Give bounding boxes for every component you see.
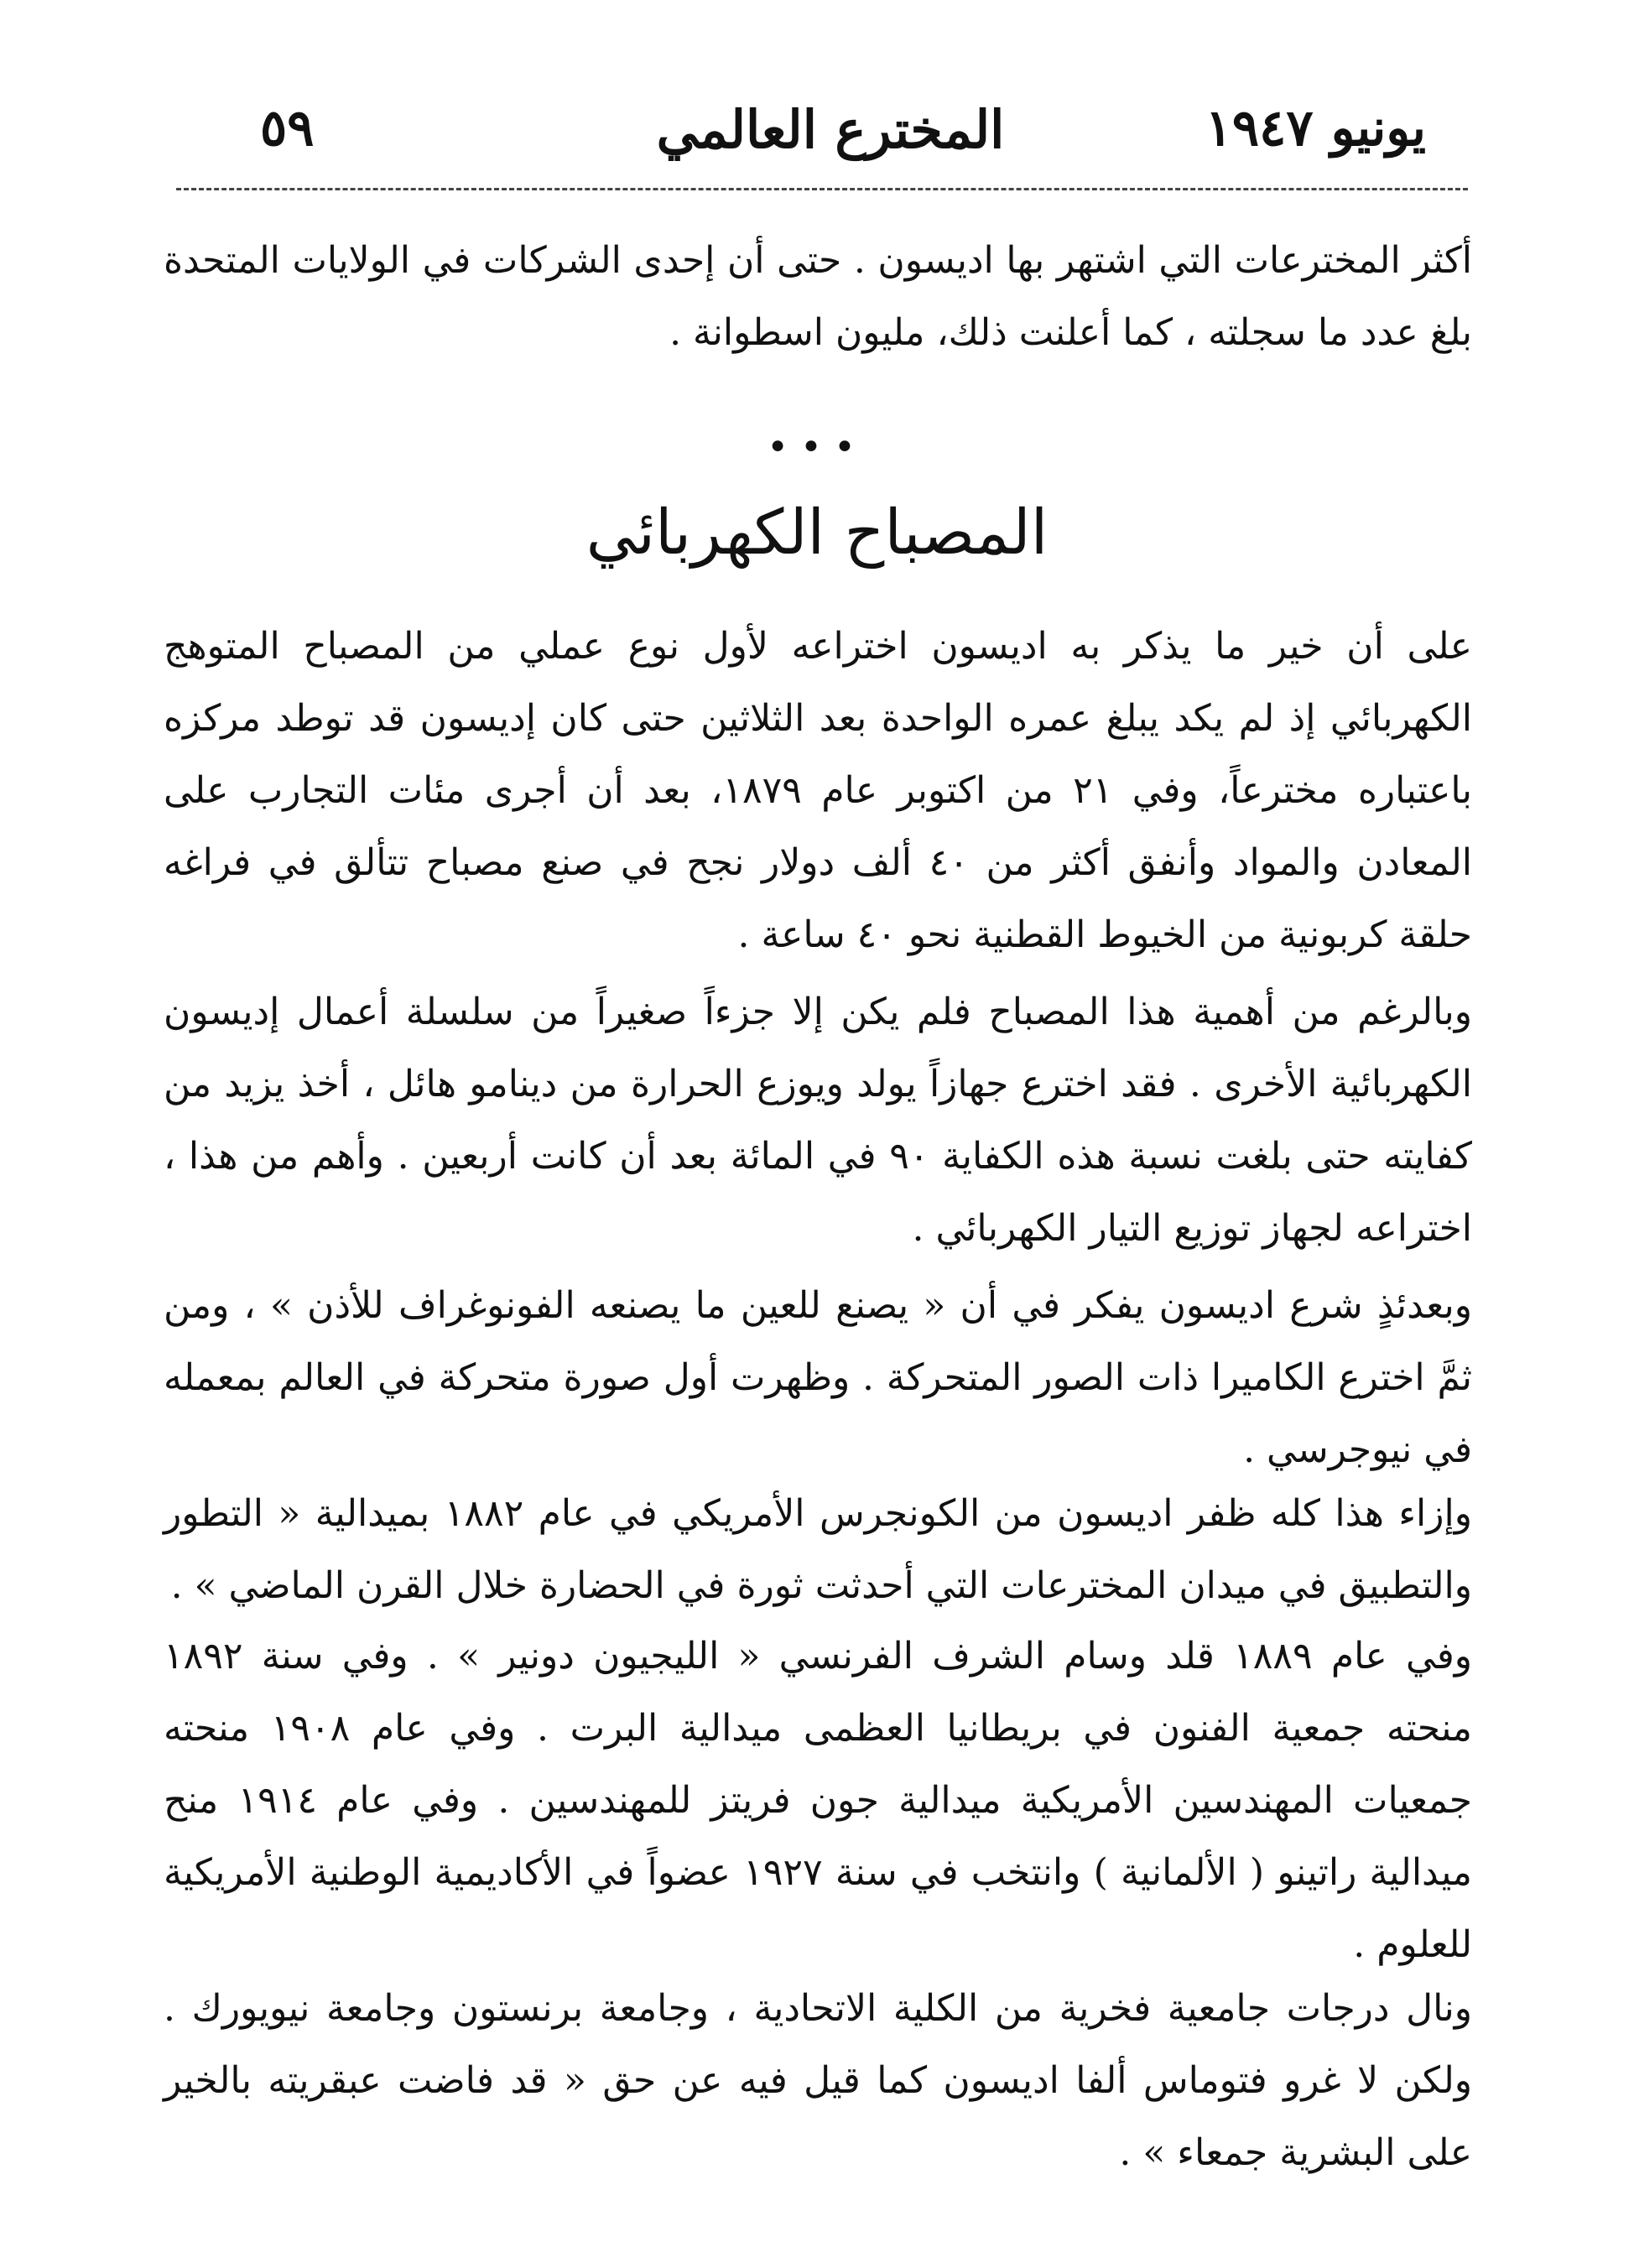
paragraph-light-bulb: على أن خير ما يذكر به اديسون اختراعه لأول نوع عملي من المصباح المتوهج الكهربائي إذ لم يكد يبلغ عمره الواحدة بعد الثلاثين حتى كان إديسون قد توطد مركزه باعتباره مخترعاً، وفي ٢١ من اكتوبر عام ١٨٧٩، بعد أن أجرى مئات التجارب على المعادن والمواد وأنفق أكثر من ٤٠ ألف دولار نجح في صنع مصباح تتألق في فراغه حلقة كربونية من الخيوط القطنية نحو ٤٠ ساعة . <box>164 625 1473 956</box>
page-number: ٥٩ <box>260 99 315 158</box>
section-heading: المصباح الكهربائي <box>585 497 1049 569</box>
header-date: يونيو ١٩٤٧ <box>1205 99 1426 158</box>
paragraph-congress-medal: وإزاء هذا كله ظفر اديسون من الكونجرس الأمريكي في عام ١٨٨٢ بميدالية « التطور والتطبيق في ميدان المخترعات التي أحدثت ثورة في الحضارة خلال القرن الماضي » . <box>164 1492 1473 1607</box>
section-separator: ••• <box>767 426 867 469</box>
header-rule <box>176 188 1468 190</box>
paragraph-awards: وفي عام ١٨٨٩ قلد وسام الشرف الفرنسي « الليجيون دونير » . وفي سنة ١٨٩٢ منحته جمعية الفنون في بريطانيا العظمى ميدالية البرت . وفي عام ١٩٠٨ منحته جمعيات المهندسين الأمريكية ميدالية جون فريتز للمهندسين . وفي عام ١٩١٤ منح ميدالية راتينو ( الألمانية ) وانتخب في سنة ١٩٢٧ عضواً في الأكاديمية الوطنية الأمريكية للعلوم . <box>164 1635 1473 1966</box>
page-header <box>235 99 1426 166</box>
intro-paragraph: أكثر المخترعات التي اشتهر بها اديسون . حتى أن إحدى الشركات في الولايات المتحدة بلغ عدد ما سجلته ، كما أعلنت ذلك، مليون اسطوانة . <box>164 239 1472 354</box>
paragraph-dynamo: وبالرغم من أهمية هذا المصباح فلم يكن إلا جزءاً صغيراً من سلسلة أعمال إديسون الكهربائية الأخرى . فقد اخترع جهازاً يولد ويوزع الحرارة من دينامو هائل ، أخذ يزيد من كفايته حتى بلغت نسبة هذه الكفاية ٩٠ في المائة بعد أن كانت أربعين . وأهم من هذا ، اختراعه لجهاز توزيع التيار الكهربائي . <box>164 991 1472 1250</box>
paragraph-degrees: ونال درجات جامعية فخرية من الكلية الاتحادية ، وجامعة برنستون وجامعة نيويورك . ولكن لا غرو فتوماس ألفا اديسون كما قيل فيه عن حق « قد فاضت عبقريته بالخير على البشرية جمعاء » . <box>164 1987 1473 2174</box>
paragraph-camera: وبعدئذٍ شرع اديسون يفكر في أن « يصنع للعين ما يصنعه الفونوغراف للأذن » ، ومن ثمَّ اخترع الكاميرا ذات الصور المتحركة . وظهرت أول صورة متحركة في العالم بمعمله في نيوجرسي . <box>164 1284 1472 1471</box>
magazine-title: المخترع العالمي <box>656 99 1005 160</box>
